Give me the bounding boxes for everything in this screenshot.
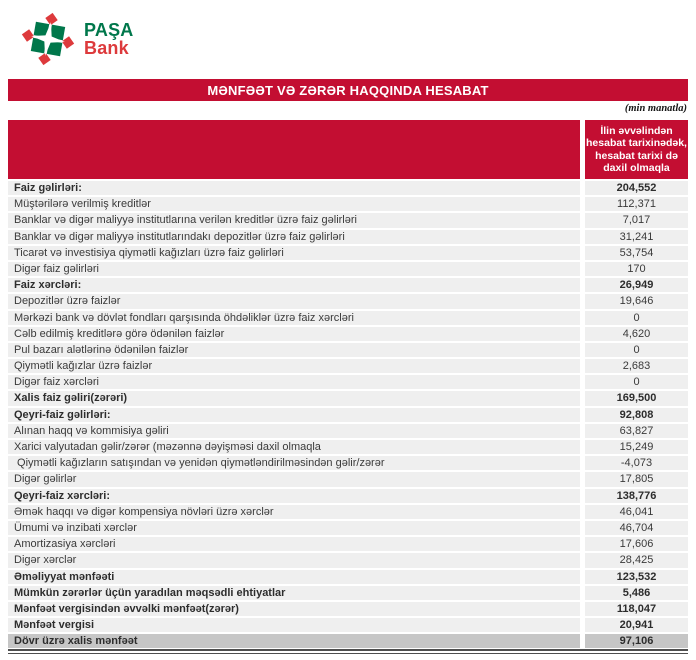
row-value: 5,486 <box>585 586 688 600</box>
row-label: Ümumi və inzibati xərclər <box>8 521 580 535</box>
row-value: -4,073 <box>585 456 688 470</box>
row-label: Mərkəzi bank və dövlət fondları qarşısında öhdəliklər üzrə faiz xərcləri <box>8 311 580 325</box>
table-row <box>8 602 688 616</box>
units-note: (min manatla) <box>624 103 687 114</box>
row-label: Digər gəlirlər <box>8 472 580 486</box>
row-label: Digər faiz gəlirləri <box>8 262 580 276</box>
table-header-value-cell: İlin əvvəlindən hesabat tarixinədək, hesabat tarixi də daxil olmaqla <box>585 120 688 179</box>
table-row <box>8 375 688 389</box>
table-row <box>8 489 688 503</box>
table-row <box>8 570 688 584</box>
row-value: 4,620 <box>585 327 688 341</box>
table-row <box>8 553 688 567</box>
row-value: 20,941 <box>585 618 688 632</box>
table-row <box>8 343 688 357</box>
row-value: 2,683 <box>585 359 688 373</box>
report-title-bar <box>8 79 688 101</box>
row-value: 19,646 <box>585 294 688 308</box>
table-row <box>8 634 688 648</box>
row-label: Cəlb edilmiş kreditlərə görə ödənilən faizlər <box>8 327 580 341</box>
table-body <box>8 181 688 648</box>
row-label: Depozitlər üzrə faizlər <box>8 294 580 308</box>
row-label: Faiz gəlirləri: <box>8 181 580 195</box>
row-label: Qiymətli kağızlar üzrə faizlər <box>8 359 580 373</box>
report-title: MƏNFƏƏT VƏ ZƏRƏR HAQQINDA HESABAT <box>207 82 489 98</box>
row-label: Əmək haqqı və digər kompensiya növləri üzrə xərclər <box>8 505 580 519</box>
row-label: Mümkün zərərlər üçün yaradılan məqsədli ehtiyatlar <box>8 586 580 600</box>
table-row <box>8 618 688 632</box>
row-label: Mənfəət vergisindən əvvəlki mənfəət(zərər) <box>8 602 580 616</box>
row-label: Alınan haqq və kommisiya gəliri <box>8 424 580 438</box>
table-row <box>8 440 688 454</box>
table-header-row <box>8 120 688 179</box>
row-value: 170 <box>585 262 688 276</box>
table-row <box>8 456 688 470</box>
table-row <box>8 181 688 195</box>
table-row <box>8 505 688 519</box>
table-row <box>8 278 688 292</box>
table-row <box>8 294 688 308</box>
row-label: Ticarət və investisiya qiymətli kağızları üzrə faiz gəlirləri <box>8 246 580 260</box>
row-label: Digər faiz xərcləri <box>8 375 580 389</box>
table-row <box>8 311 688 325</box>
row-value: 15,249 <box>585 440 688 454</box>
row-label: Banklar və digər maliyyə institutlarındakı depozitlər üzrə faiz gəlirləri <box>8 230 580 244</box>
row-value: 169,500 <box>585 391 688 405</box>
table-row <box>8 537 688 551</box>
bottom-double-rule <box>8 649 688 654</box>
row-label: Pul bazarı alətlərinə ödənilən faizlər <box>8 343 580 357</box>
row-value: 118,047 <box>585 602 688 616</box>
row-value: 123,532 <box>585 570 688 584</box>
row-value: 17,805 <box>585 472 688 486</box>
table-row <box>8 213 688 227</box>
row-value: 53,754 <box>585 246 688 260</box>
row-value: 26,949 <box>585 278 688 292</box>
table-row <box>8 521 688 535</box>
bank-logo <box>21 12 133 66</box>
row-value: 63,827 <box>585 424 688 438</box>
row-label: Xarici valyutadan gəlir/zərər (məzənnə dəyişməsi daxil olmaqla <box>8 440 580 454</box>
bank-name-line2: Bank <box>84 38 129 58</box>
row-label: Qiymətli kağızların satışından və yenidən qiymətləndirilməsindən gəlir/zərər <box>8 456 580 470</box>
row-label: Xalis faiz gəliri(zərəri) <box>8 391 580 405</box>
table-row <box>8 391 688 405</box>
row-value: 46,704 <box>585 521 688 535</box>
row-value: 138,776 <box>585 489 688 503</box>
table-row <box>8 262 688 276</box>
row-value: 28,425 <box>585 553 688 567</box>
row-label: Amortizasiya xərcləri <box>8 537 580 551</box>
bank-name <box>84 21 133 57</box>
table-row <box>8 197 688 211</box>
row-label: Qeyri-faiz gəlirləri: <box>8 408 580 422</box>
row-value: 0 <box>585 375 688 389</box>
row-value: 0 <box>585 311 688 325</box>
row-value: 46,041 <box>585 505 688 519</box>
row-label: Mənfəət vergisi <box>8 618 580 632</box>
table-row <box>8 246 688 260</box>
table-header-label-cell <box>8 120 580 179</box>
row-label: Əməliyyat mənfəəti <box>8 570 580 584</box>
row-value: 0 <box>585 343 688 357</box>
row-label: Qeyri-faiz xərcləri: <box>8 489 580 503</box>
row-label: Dövr üzrə xalis mənfəət <box>8 634 580 648</box>
row-value: 31,241 <box>585 230 688 244</box>
row-value: 92,808 <box>585 408 688 422</box>
row-label: Faiz xərcləri: <box>8 278 580 292</box>
row-label: Digər xərclər <box>8 553 580 567</box>
row-value: 204,552 <box>585 181 688 195</box>
table-row <box>8 327 688 341</box>
row-value: 7,017 <box>585 213 688 227</box>
table-row <box>8 472 688 486</box>
table-row <box>8 359 688 373</box>
row-value: 17,606 <box>585 537 688 551</box>
row-value: 97,106 <box>585 634 688 648</box>
table-row <box>8 586 688 600</box>
row-value: 112,371 <box>585 197 688 211</box>
table-row <box>8 230 688 244</box>
row-label: Müştərilərə verilmiş kreditlər <box>8 197 580 211</box>
profit-loss-table <box>8 120 688 654</box>
pasha-bank-pinwheel-icon <box>21 12 75 66</box>
row-label: Banklar və digər maliyyə institutlarına verilən kreditlər üzrə faiz gəlirləri <box>8 213 580 227</box>
table-row <box>8 408 688 422</box>
bank-name-line1: PAŞA <box>84 20 134 40</box>
table-row <box>8 424 688 438</box>
